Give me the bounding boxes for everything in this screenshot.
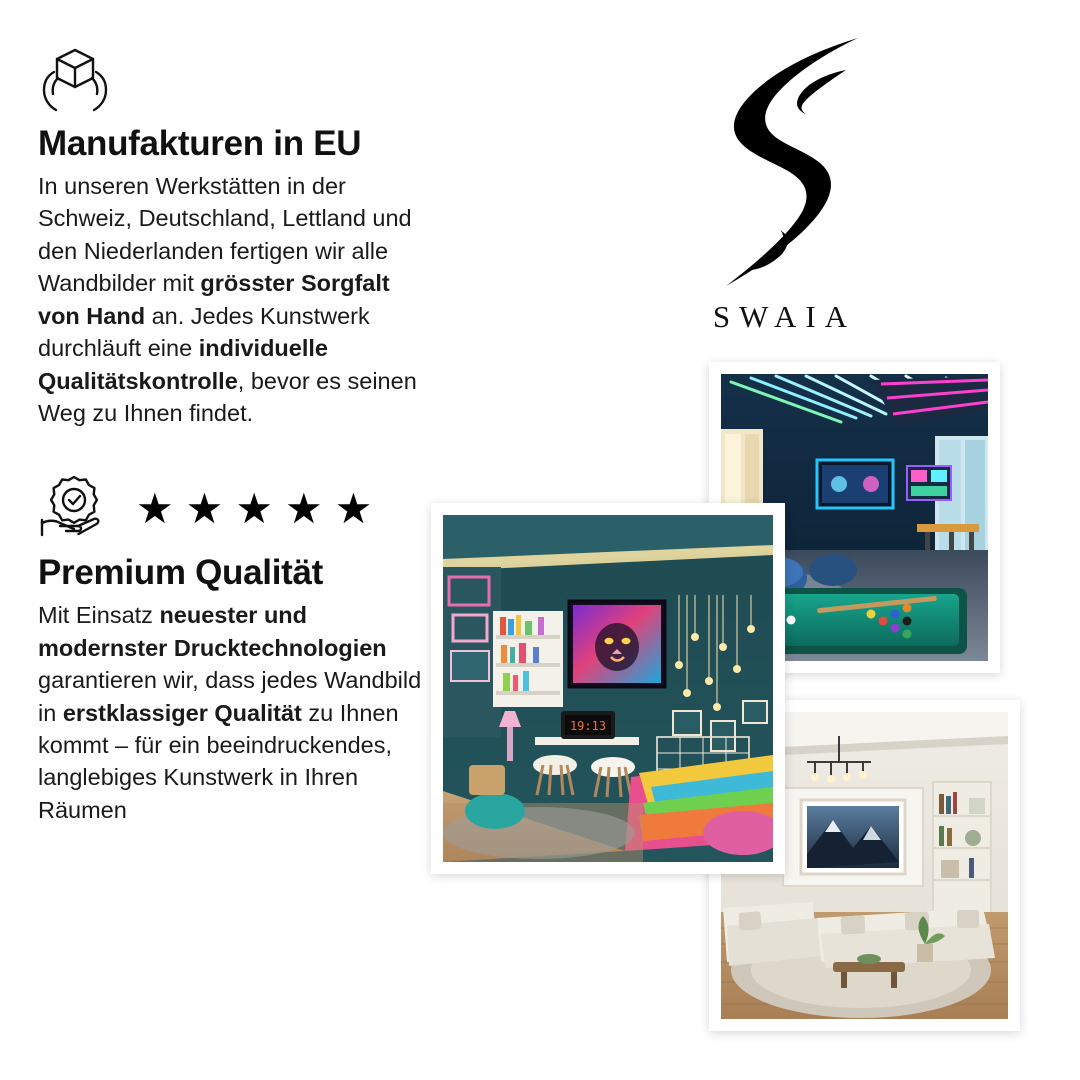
svg-text:19:13: 19:13 xyxy=(569,719,607,733)
feature-body: In unseren Werkstätten in der Schweiz, Deutschland, Lettland und den Niederlanden fertigen wir alle Wandbilder mit grösster Sorgfalt von Hand an. Jedes Kunstwerk durchläuft eine individuelle Qualitätskontrolle, bevor es seinen Weg zu Ihnen findet. xyxy=(38,173,417,426)
quality-seal-in-hand-icon xyxy=(38,471,112,543)
brand-wordmark: SWAIA xyxy=(712,299,857,334)
feature-body: Mit Einsatz neuester und modernster Drucktechnologien garantieren wir, dass jedes Wandbild in erstklassiger Qualität zu Ihnen kommt – für ein beeindruckendes, langlebiges Kunstwerk in Ihren Räumen xyxy=(38,602,422,823)
features-column xyxy=(38,42,458,826)
star-icon: ★ xyxy=(284,485,323,533)
rating-stars xyxy=(136,485,373,533)
feature-title: Premium Qualität xyxy=(38,553,323,593)
feature-premium-qualitaet xyxy=(38,471,458,826)
star-icon: ★ xyxy=(185,485,224,533)
feature-title: Manufakturen in EU xyxy=(38,124,362,163)
swaia-s-logo-icon xyxy=(660,30,900,300)
star-icon: ★ xyxy=(334,485,373,533)
package-in-hands-icon xyxy=(38,42,112,114)
feature-icon-row xyxy=(38,42,458,114)
star-icon: ★ xyxy=(136,485,174,533)
brand-logo xyxy=(660,30,900,335)
star-icon: ★ xyxy=(235,485,273,533)
bedroom-photo xyxy=(431,503,785,874)
feature-icon-row xyxy=(38,471,458,543)
feature-manufakturen xyxy=(38,42,458,429)
